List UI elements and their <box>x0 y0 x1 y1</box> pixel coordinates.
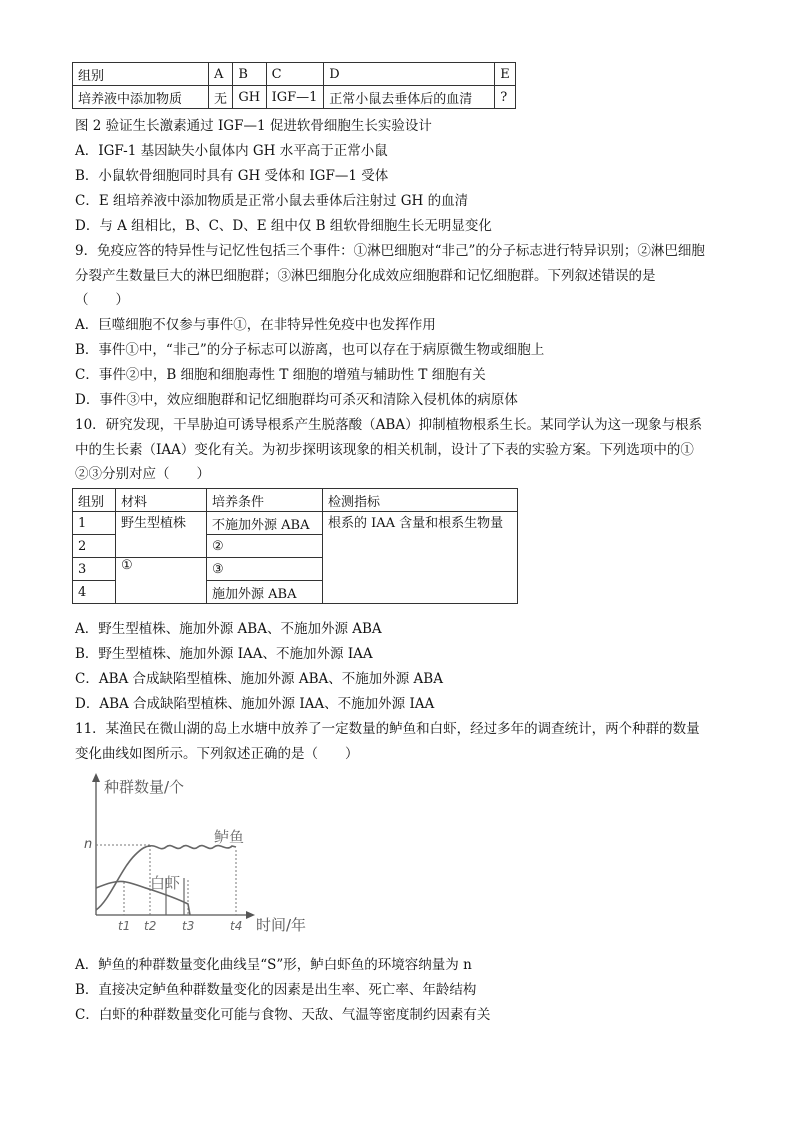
option-d: D．事件③中，效应细胞群和记忆细胞群均可杀灭和清除入侵机体的病原体 <box>75 392 518 408</box>
x-axis-arrow <box>246 911 255 919</box>
table-header: 培养条件 <box>207 489 323 512</box>
table-cell: 根系的 IAA 含量和根系生物量 <box>323 512 518 604</box>
option-d: D．与 A 组相比，B、C、D、E 组中仅 B 组软骨细胞生长无明显变化 <box>75 218 492 234</box>
table-row <box>73 86 516 109</box>
table-row <box>73 63 516 86</box>
option-b: B．小鼠软骨细胞同时具有 GH 受体和 IGF—1 受体 <box>75 168 389 184</box>
option-c: C．事件②中，B 细胞和细胞毒性 T 细胞的增殖与辅助性 T 细胞有关 <box>75 367 486 383</box>
table-header: 组别 <box>73 489 116 512</box>
table-row <box>73 489 518 512</box>
table-cell: 3 <box>73 558 116 581</box>
option-a: A．野生型植株、施加外源 ABA、不施加外源 ABA <box>75 621 382 637</box>
series-label-shrimp: 白虾 <box>150 874 181 892</box>
question-stem: 9．免疫应答的特异性与记忆性包括三个事件：①淋巴细胞对“非己”的分子标志进行特异识别；②淋巴细胞 <box>75 243 705 259</box>
option-d: D．ABA 合成缺陷型植株、施加外源 IAA、不施加外源 IAA <box>75 696 435 712</box>
option-c: C．ABA 合成缺陷型植株、施加外源 ABA、不施加外源 ABA <box>75 671 443 687</box>
table-cell: 4 <box>73 581 116 604</box>
table-cell: GH <box>233 86 266 109</box>
question-stem: 分裂产生数量巨大的淋巴细胞群；③淋巴细胞分化成效应细胞群和记忆细胞群。下列叙述错误的是 <box>75 268 656 284</box>
series-label-perch: 鲈鱼 <box>214 828 245 846</box>
table-cell: ① <box>116 558 207 604</box>
table-header: 检测指标 <box>323 489 518 512</box>
table-cell: D <box>324 63 495 86</box>
question-stem: 10．研究发现，干旱胁迫可诱导根系产生脱落酸（ABA）抑制植物根系生长。某同学认为这一现象与根系 <box>75 417 703 433</box>
tick-label: t3 <box>182 919 195 933</box>
population-graph <box>80 770 320 940</box>
table-cell: 施加外源 ABA <box>207 581 323 604</box>
option-c: C．E 组培养液中添加物质是正常小鼠去垂体后注射过 GH 的血清 <box>75 193 469 209</box>
table-cell: E <box>495 63 516 86</box>
option-c: C．白虾的种群数量变化可能与食物、天敌、气温等密度制约因素有关 <box>75 1007 491 1023</box>
table-cell: IGF—1 <box>266 86 324 109</box>
table-cell: 1 <box>73 512 116 535</box>
table-cell: 野生型植株 <box>116 512 207 558</box>
question-stem: 中的生长素（IAA）变化有关。为初步探明该现象的相关机制，设计了下表的实验方案。下列选项中的① <box>75 442 694 458</box>
table-cell: B <box>233 63 266 86</box>
option-a: A．巨噬细胞不仅参与事件①，在非特异性免疫中也发挥作用 <box>75 317 436 333</box>
table-cell: C <box>266 63 324 86</box>
y-axis-label: 种群数量/个 <box>104 778 185 796</box>
n-label: n <box>84 837 93 852</box>
table-cell: A <box>209 63 233 86</box>
table-cell: 无 <box>209 86 233 109</box>
tick-label: t1 <box>118 919 131 933</box>
table-cell: 不施加外源 ABA <box>207 512 323 535</box>
table-cell: 正常小鼠去垂体后的血清 <box>324 86 495 109</box>
tick-label: t4 <box>230 919 243 933</box>
x-axis-label: 时间/年 <box>256 916 307 934</box>
option-b: B．事件①中，“非己”的分子标志可以游离，也可以存在于病原微生物或细胞上 <box>75 342 545 358</box>
table-cell: 2 <box>73 535 116 558</box>
table-cell: ③ <box>207 558 323 581</box>
experiment-table-1 <box>72 62 516 109</box>
option-b: B．野生型植株、施加外源 IAA、不施加外源 IAA <box>75 646 373 662</box>
table-header: 材料 <box>116 489 207 512</box>
question-stem: 11．某渔民在微山湖的岛上水塘中放养了一定数量的鲈鱼和白虾，经过多年的调查统计，两个种群的数量 <box>75 721 700 737</box>
question-stem: （ ） <box>75 292 129 308</box>
table-cell: 培养液中添加物质 <box>73 86 209 109</box>
figure-caption: 图 2 验证生长激素通过 IGF—1 促进软骨细胞生长实验设计 <box>75 118 432 134</box>
table-cell: ② <box>207 535 323 558</box>
option-a: A．IGF-1 基因缺失小鼠体内 GH 水平高于正常小鼠 <box>75 143 388 159</box>
question-stem: 变化曲线如图所示。下列叙述正确的是（ ） <box>75 746 359 762</box>
table-cell: ? <box>495 86 516 109</box>
option-b: B．直接决定鲈鱼种群数量变化的因素是出生率、死亡率、年龄结构 <box>75 982 477 998</box>
y-axis-arrow <box>92 773 100 782</box>
tick-label: t2 <box>144 919 157 933</box>
option-a: A．鲈鱼的种群数量变化曲线呈“S”形，鲈白虾鱼的环境容纳量为 n <box>75 957 472 973</box>
table-cell: 组别 <box>73 63 209 86</box>
question-stem: ②③分别对应（ ） <box>75 466 210 482</box>
experiment-table-2 <box>72 488 518 604</box>
table-row <box>73 512 518 535</box>
